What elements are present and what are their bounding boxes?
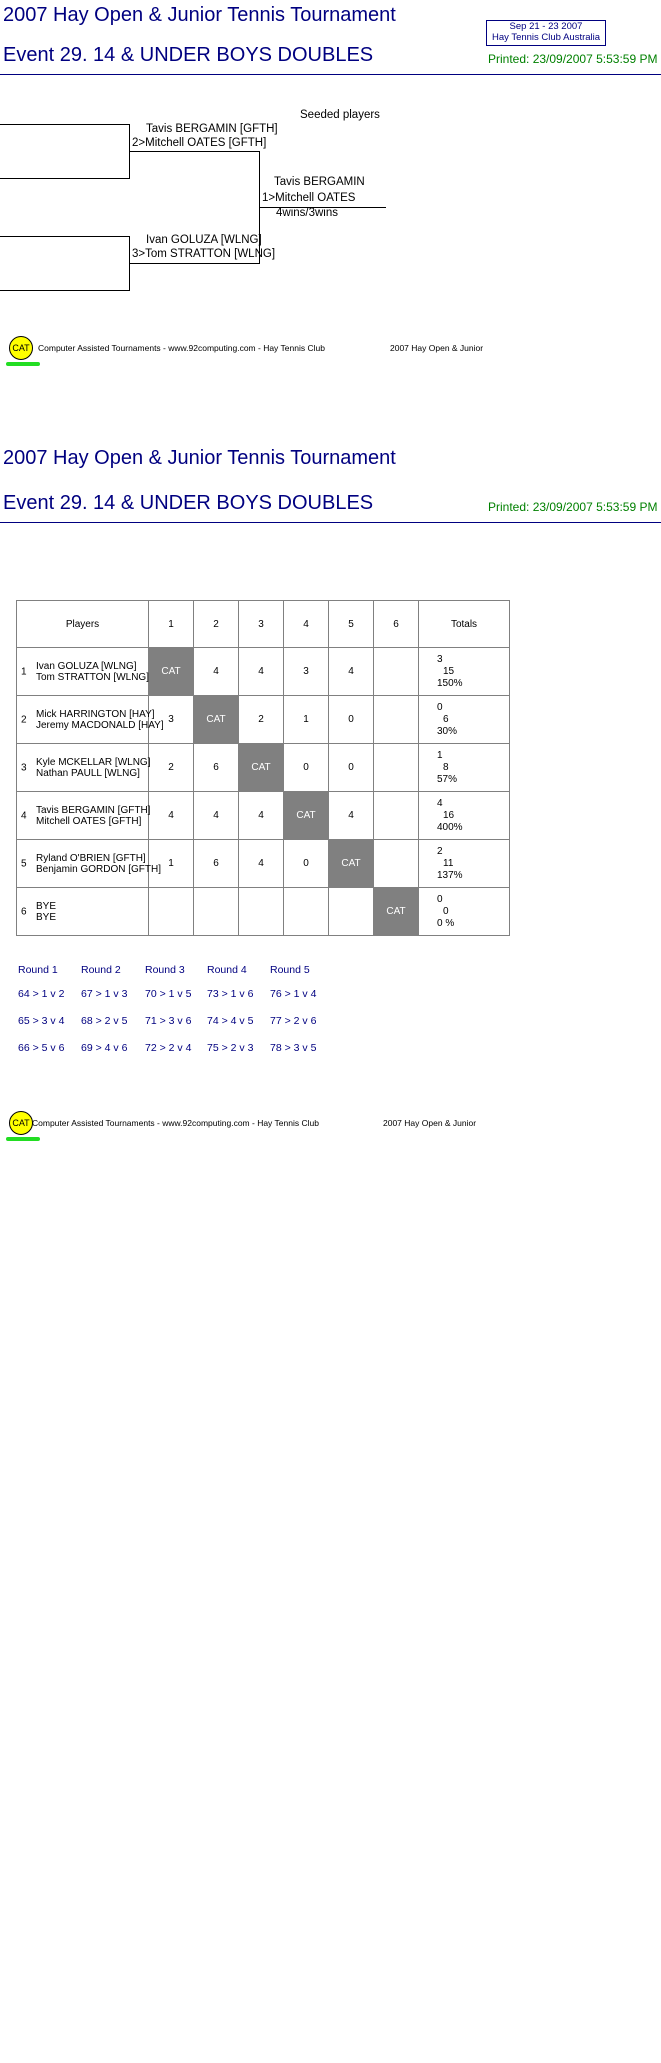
total-percent: 400% [437, 821, 463, 833]
match-entry: 71 > 3 v 6 [145, 1015, 192, 1027]
match-entry: 76 > 1 v 4 [270, 988, 317, 1000]
totals-cell [419, 696, 510, 744]
player-name: Mitchell OATES [GFTH] [36, 815, 142, 827]
semifinal1-player1: Tavis BERGAMIN [GFTH] [146, 123, 278, 135]
match-entry: 69 > 4 v 6 [81, 1042, 128, 1054]
player-name: Benjamin GORDON [GFTH] [36, 863, 162, 875]
match-entry: 70 > 1 v 5 [145, 988, 192, 1000]
header-divider [0, 74, 661, 75]
score-cell: 3 [284, 648, 329, 696]
table-row [17, 888, 510, 936]
total-wins: 3 [437, 653, 443, 665]
totals-cell [419, 840, 510, 888]
player-pair-cell [17, 648, 149, 696]
row-index: 1 [21, 666, 27, 677]
score-cell [194, 888, 239, 936]
total-percent: 0 % [437, 917, 455, 929]
player-name: Nathan PAULL [WLNG] [36, 767, 140, 779]
semifinal1-player2: 2>Mitchell OATES [GFTH] [132, 137, 267, 149]
page2-event-title: Event 29. 14 & UNDER BOYS DOUBLES [3, 492, 374, 514]
footer-tournament: 2007 Hay Open & Junior [390, 343, 484, 353]
totals-cell [419, 648, 510, 696]
score-cell: 4 [239, 792, 284, 840]
match-entry: 78 > 3 v 5 [270, 1042, 317, 1054]
total-games: 15 [443, 665, 455, 677]
table-row [17, 792, 510, 840]
total-percent: 57% [437, 773, 458, 785]
score-cell [239, 888, 284, 936]
totals-cell [419, 888, 510, 936]
row-index: 5 [21, 858, 27, 869]
score-cell: 4 [194, 792, 239, 840]
score-cell: 4 [239, 840, 284, 888]
score-cell: 1 [149, 840, 194, 888]
logo-swoosh-icon [6, 362, 40, 366]
semifinal2-player1: Ivan GOLUZA [WLNG] [146, 234, 262, 246]
score-cell: 4 [239, 648, 284, 696]
printed-timestamp: Printed: 23/09/2007 5:53:59 PM [488, 52, 658, 66]
match-entry: 75 > 2 v 3 [207, 1042, 254, 1054]
totals-cell [419, 792, 510, 840]
score-cell: 0 [329, 744, 374, 792]
total-wins: 2 [437, 845, 443, 857]
score-cell: 0 [284, 840, 329, 888]
total-percent: 30% [437, 725, 458, 737]
score-cell: 2 [149, 744, 194, 792]
player-pair-cell [17, 792, 149, 840]
col-header: 1 [149, 601, 194, 648]
player-pair-cell [17, 696, 164, 744]
total-games: 8 [443, 761, 449, 773]
player-name: Tom STRATTON [WLNG] [36, 671, 149, 683]
score-cell: 1 [284, 696, 329, 744]
bracket-line [0, 236, 130, 237]
score-cell [374, 792, 419, 840]
score-cell [374, 648, 419, 696]
round-header: Round 2 [81, 964, 121, 976]
event-title: Event 29. 14 & UNDER BOYS DOUBLES [3, 44, 374, 66]
col-header: 4 [284, 601, 329, 648]
score-cell [374, 696, 419, 744]
score-cell: 4 [194, 648, 239, 696]
col-header: 5 [329, 601, 374, 648]
page2-title: 2007 Hay Open & Junior Tennis Tournament [3, 447, 396, 469]
round-header: Round 4 [207, 964, 247, 976]
match-entry: 72 > 2 v 4 [145, 1042, 192, 1054]
col-header: 2 [194, 601, 239, 648]
match-entry: 66 > 5 v 6 [18, 1042, 65, 1054]
match-entry: 77 > 2 v 6 [270, 1015, 317, 1027]
round-robin-grid [16, 600, 510, 936]
totals-cell [419, 744, 510, 792]
player-name: Jeremy MACDONALD [HAY] [36, 719, 164, 731]
col-header: 3 [239, 601, 284, 648]
footer-tournament: 2007 Hay Open & Junior [383, 1118, 477, 1128]
cat-logo-icon: CAT [9, 1111, 33, 1135]
score-cell: 6 [194, 840, 239, 888]
player-name: Ryland O'BRIEN [GFTH] [36, 852, 146, 864]
total-wins: 4 [437, 797, 443, 809]
total-games: 16 [443, 809, 455, 821]
bracket-line [0, 124, 130, 125]
score-cell: 6 [194, 744, 239, 792]
semifinal2-player2: 3>Tom STRATTON [WLNG] [132, 248, 276, 260]
row-index: 6 [21, 906, 27, 917]
total-games: 0 [443, 905, 449, 917]
round-header: Round 1 [18, 964, 58, 976]
tournament-dates: Sep 21 - 23 2007 [509, 21, 583, 32]
player-name: BYE [36, 911, 57, 923]
score-cell [329, 888, 374, 936]
total-wins: 0 [437, 893, 443, 905]
score-cell: 4 [329, 648, 374, 696]
page2-header-divider [0, 522, 661, 523]
round-header: Round 5 [270, 964, 310, 976]
winner-score: 4wins/3wins [276, 207, 338, 219]
match-entry: 67 > 1 v 3 [81, 988, 128, 1000]
match-entry: 73 > 1 v 6 [207, 988, 254, 1000]
table-row [17, 840, 510, 888]
player-name: Ivan GOLUZA [WLNG] [36, 660, 137, 672]
score-cell: 0 [329, 696, 374, 744]
player-pair-cell [17, 840, 162, 888]
grid-header-row [17, 601, 510, 648]
cat-logo-icon: CAT [9, 336, 33, 360]
round-header: Round 3 [145, 964, 185, 976]
self-match-cell: CAT [239, 744, 284, 792]
players-header: Players [17, 601, 149, 648]
player-pair-cell [17, 888, 149, 936]
score-cell: 2 [239, 696, 284, 744]
bracket-line [0, 178, 130, 179]
self-match-cell: CAT [374, 888, 419, 936]
score-cell [149, 888, 194, 936]
page2-printed-timestamp: Printed: 23/09/2007 5:53:59 PM [488, 500, 658, 514]
date-venue-box [486, 20, 606, 46]
bracket-line [0, 290, 130, 291]
total-games: 11 [443, 857, 454, 869]
footer-credit: Computer Assisted Tournaments - www.92computing.com - Hay Tennis Club [38, 343, 325, 353]
player-pair-cell [17, 744, 149, 792]
col-header: 6 [374, 601, 419, 648]
self-match-cell: CAT [149, 648, 194, 696]
total-wins: 0 [437, 701, 443, 713]
score-cell: 3 [149, 696, 194, 744]
match-entry: 65 > 3 v 4 [18, 1015, 65, 1027]
table-row [17, 648, 510, 696]
winner-player2: 1>Mitchell OATES [262, 192, 356, 204]
self-match-cell: CAT [194, 696, 239, 744]
winner-player1: Tavis BERGAMIN [274, 176, 365, 188]
player-name: BYE [36, 900, 57, 912]
footer-credit: Computer Assisted Tournaments - www.92computing.com - Hay Tennis Club [32, 1118, 319, 1128]
match-entry: 74 > 4 v 5 [207, 1015, 254, 1027]
bracket-line [129, 151, 260, 152]
score-cell [374, 744, 419, 792]
score-cell: 4 [329, 792, 374, 840]
self-match-cell: CAT [284, 792, 329, 840]
score-cell [374, 840, 419, 888]
bracket-line [129, 263, 260, 264]
table-row [17, 696, 510, 744]
seeded-players-label: Seeded players [300, 109, 380, 121]
total-percent: 150% [437, 677, 463, 689]
score-cell: 0 [284, 744, 329, 792]
row-index: 4 [21, 810, 27, 821]
match-entry: 64 > 1 v 2 [18, 988, 65, 1000]
score-cell [284, 888, 329, 936]
logo-swoosh-icon [6, 1137, 40, 1141]
totals-header: Totals [419, 601, 510, 648]
row-index: 2 [21, 714, 27, 725]
match-entry: 68 > 2 v 5 [81, 1015, 128, 1027]
page-title: 2007 Hay Open & Junior Tennis Tournament [3, 4, 396, 26]
table-row [17, 744, 510, 792]
player-name: Mick HARRINGTON [HAY] [36, 708, 155, 720]
total-games: 6 [443, 713, 449, 725]
self-match-cell: CAT [329, 840, 374, 888]
total-wins: 1 [437, 749, 443, 761]
tournament-venue: Hay Tennis Club Australia [491, 32, 601, 43]
row-index: 3 [21, 762, 27, 773]
player-name: Tavis BERGAMIN [GFTH] [36, 804, 151, 816]
player-name: Kyle MCKELLAR [WLNG] [36, 756, 151, 768]
score-cell: 4 [149, 792, 194, 840]
total-percent: 137% [437, 869, 463, 881]
